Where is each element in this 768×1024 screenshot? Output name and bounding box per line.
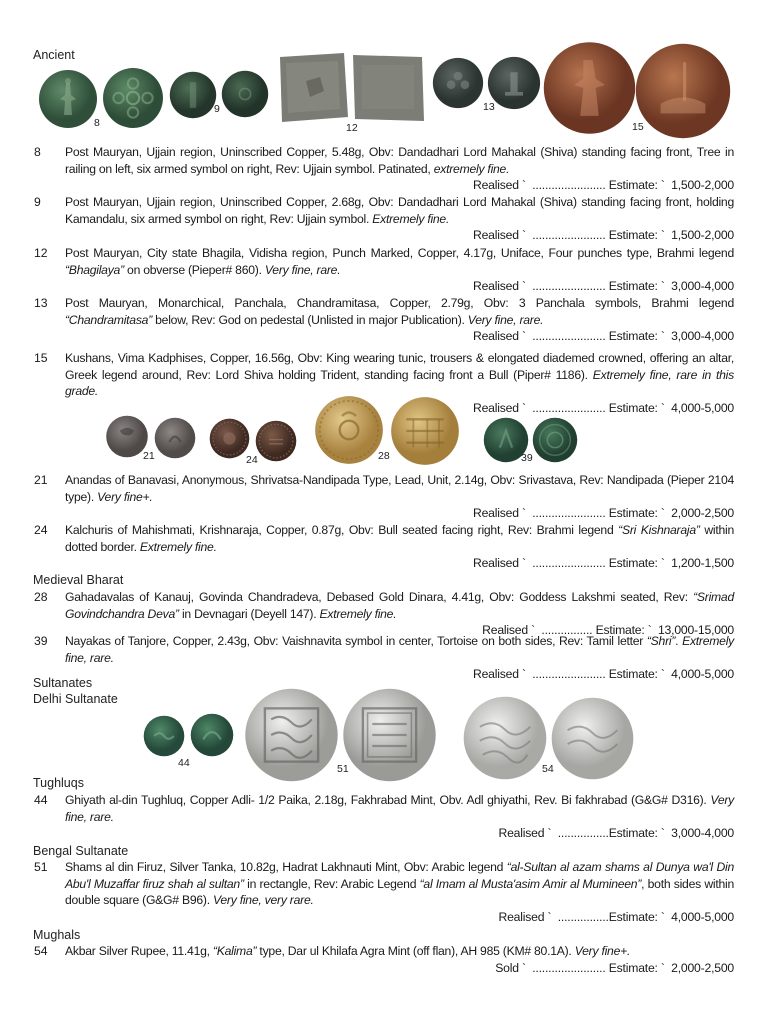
coin-54-reverse: [548, 697, 637, 780]
coin-51-reverse: [341, 688, 438, 782]
lot-description: Gahadavalas of Kanauj, Govinda Chandradeva, Debased Gold Dinara, 4.41g, Obv: Goddess Lakshmi seated, Rev: “Srimad Govindchandra Deva” in Devnagari (Deyell 147). Extremely fine.: [65, 590, 734, 621]
coin-28-obverse: [312, 395, 386, 465]
lot-estimate: 3,000-4,000: [671, 279, 734, 294]
lot-description: Nayakas of Tanjore, Copper, 2.43g, Obv: Vaishnavita symbol in center, Tortoise on both sides, Rev: Tamil letter “Shri”. Extremely fine, rare.: [65, 634, 734, 665]
lot-description: Post Mauryan, Ujjain region, Uninscribed Copper, 5.48g, Obv: Dandadhari Lord Mahakal (Shiva) standing facing front, Tree in railing on left, six armed symbol on right, Rev: Ujjain symbol. Patinated, extremely fine.: [65, 145, 734, 176]
lot-price-line: Realised ` ....................... Estimate: ` 4,000-5,000: [473, 667, 734, 682]
lot-description: Post Mauryan, City state Bhagila, Vidisha region, Punch Marked, Copper, 4.17g, Uniface, Four punches type, Brahmi legend “Bhagilaya” on obverse (Pieper# 860). Very fine, rare.: [65, 246, 734, 277]
lot-estimate: 2,000-2,500: [671, 960, 734, 975]
lot-28: [34, 589, 734, 639]
lot-description: Akbar Silver Rupee, 11.41g, “Kalima” type, Dar ul Khilafa Agra Mint (off flan), AH 985 (KM# 80.1A). Very fine+.: [65, 944, 631, 958]
lot-44: [34, 792, 734, 842]
lot-estimate: 3,000-4,000: [671, 826, 734, 841]
lot-number: 21: [34, 473, 48, 487]
lot-number: 15: [34, 351, 48, 365]
coin-label-12: 12: [346, 122, 358, 134]
lot-51: [34, 859, 734, 925]
lot-number: 8: [34, 145, 41, 159]
coin-9-reverse: [220, 70, 270, 118]
coin-15-reverse: [634, 43, 732, 139]
lot-estimate: 1,500-2,000: [671, 228, 734, 243]
lot-number: 24: [34, 523, 48, 537]
lot-price-line: Realised ` ................Estimate: ` 3,000-4,000: [498, 826, 734, 841]
lot-description: Anandas of Banavasi, Anonymous, Shrivatsa-Nandipada Type, Lead, Unit, 2.14g, Obv: Srivastava, Rev: Nandipada (Pieper 2104 type). Very fine+.: [65, 473, 734, 504]
coin-8-reverse: [101, 67, 165, 129]
lot-estimate: 2,000-2,500: [671, 506, 734, 521]
coin-label-9: 9: [214, 103, 220, 115]
coin-9-obverse: [167, 71, 219, 119]
lot-price-line: Realised ` ....................... Estimate: ` 1,500-2,000: [473, 228, 734, 243]
lot-price-line: Realised ` ................Estimate: ` 4,000-5,000: [498, 909, 734, 924]
coin-label-8: 8: [94, 117, 100, 129]
lot-description: Kushans, Vima Kadphises, Copper, 16.56g, Obv: King wearing tunic, trousers & elongated diademed crowned, offering an altar, Greek legend around, Rev: Lord Shiva holding Trident, standing facing front a Bull (Piper# 1186). Extremely fine, rare in this grade.: [65, 351, 734, 399]
lot-estimate: 3,000-4,000: [671, 329, 734, 344]
lot-number: 12: [34, 246, 48, 260]
coin-13-reverse: [487, 56, 541, 110]
lot-price-line: Realised ` ....................... Estimate: ` 2,000-2,500: [473, 506, 734, 521]
section-tughluqs: Tughluqs: [33, 776, 84, 790]
lot-54: [34, 943, 734, 976]
coin-12-reverse: [350, 51, 426, 124]
coin-12-obverse: [276, 51, 350, 124]
coin-44-obverse: [140, 715, 188, 757]
lot-price-line: Realised ` ................ Estimate: ` 13,000-15,000: [482, 623, 734, 638]
coin-39-reverse: [531, 417, 579, 463]
coin-24-obverse: [207, 418, 252, 459]
section-sultanates: Sultanates: [33, 676, 93, 690]
lot-price-line: Realised ` ....................... Estimate: ` 1,500-2,000: [473, 178, 734, 193]
lot-price-line: Sold ` ....................... Estimate: ` 2,000-2,500: [495, 960, 734, 975]
coin-label-51: 51: [337, 763, 349, 775]
coin-51-obverse: [243, 688, 340, 782]
coin-28-reverse: [388, 396, 462, 466]
coin-54-obverse: [460, 696, 550, 780]
lot-8: [34, 144, 734, 194]
lot-price-line: Realised ` ....................... Estimate: ` 3,000-4,000: [473, 279, 734, 294]
lot-estimate: 1,500-2,000: [671, 178, 734, 193]
coin-label-13: 13: [483, 101, 495, 113]
lot-price-line: Realised ` ....................... Estimate: ` 3,000-4,000: [473, 329, 734, 344]
lot-description: Post Mauryan, Ujjain region, Uninscribed Copper, 2.68g, Obv: Dandadhari Lord Mahakal (Shiva) standing facing front, holding Kamandalu, six armed symbol on right, Rev: Ujjain symbol. Extremely fine.: [65, 195, 734, 226]
lot-number: 13: [34, 296, 48, 310]
lot-12: [34, 245, 734, 295]
lot-estimate: 4,000-5,000: [671, 909, 734, 924]
lot-21: [34, 472, 734, 522]
coin-15-obverse: [543, 41, 636, 135]
coin-24-reverse: [254, 420, 298, 462]
coin-label-39: 39: [521, 452, 533, 464]
coin-21-reverse: [152, 417, 198, 459]
coin-label-24: 24: [246, 454, 258, 466]
lot-number: 9: [34, 195, 41, 209]
lot-39: [34, 633, 734, 683]
section-bengal-sultanate: Bengal Sultanate: [33, 844, 129, 858]
lot-number: 51: [34, 860, 48, 874]
section-delhi-sultanate: Delhi Sultanate: [33, 692, 118, 706]
lot-number: 28: [34, 590, 48, 604]
lot-description: Kalchuris of Mahishmati, Krishnaraja, Copper, 0.87g, Obv: Bull seated facing right, Rev: Brahmi legend “Sri Kishnaraja” within dotted border. Extremely fine.: [65, 523, 734, 554]
lot-9: [34, 194, 734, 244]
coin-label-44: 44: [178, 757, 190, 769]
coin-13-obverse: [431, 57, 485, 109]
lot-estimate: 4,000-5,000: [671, 400, 734, 415]
coin-label-54: 54: [542, 763, 554, 775]
section-medieval-bharat: Medieval Bharat: [33, 573, 124, 587]
lot-description: Shams al din Firuz, Silver Tanka, 10.82g, Hadrat Lakhnauti Mint, Obv: Arabic legend “al-Sultan al azam shams al Dunya wa'l Din Abu'l Muzaffar firuz shah al sultan” in rectangle, Rev: Arabic Legend “al Imam al Musta'asim Amir al Mumineen”, both sides within double square (G&G# B96). Very fine, very rare.: [65, 860, 735, 908]
section-mughals: Mughals: [33, 928, 81, 942]
section-ancient: Ancient: [33, 48, 75, 62]
coin-8-obverse: [37, 69, 99, 129]
lot-13: [34, 295, 734, 345]
lot-24: [34, 522, 734, 572]
lot-price-line: Realised ` ....................... Estimate: ` 1,200-1,500: [473, 556, 734, 571]
lot-estimate: 4,000-5,000: [671, 667, 734, 682]
coin-label-15: 15: [632, 121, 644, 133]
lot-number: 39: [34, 634, 48, 648]
lot-description: Ghiyath al-din Tughluq, Copper Adli- 1/2 Paika, 2.18g, Fakhrabad Mint, Obv. Adl ghiyathi, Rev. Bi fakhrabad (G&G# D316). Very fine, rare.: [65, 793, 734, 824]
lot-estimate: 13,000-15,000: [657, 623, 734, 638]
coin-label-28: 28: [378, 450, 390, 462]
lot-description: Post Mauryan, Monarchical, Panchala, Chandramitasa, Copper, 2.79g, Obv: 3 Panchala symbols, Brahmi legend “Chandramitasa” below, Rev: God on pedestal (Unlisted in major Publication). Very fine, rare.: [65, 296, 734, 327]
coin-label-21: 21: [143, 450, 155, 462]
lot-estimate: 1,200-1,500: [671, 556, 734, 571]
coin-44-reverse: [190, 713, 234, 757]
lot-number: 44: [34, 793, 48, 807]
lot-price-line: Realised ` ....................... Estimate: ` 4,000-5,000: [473, 400, 734, 415]
lot-number: 54: [34, 944, 48, 958]
